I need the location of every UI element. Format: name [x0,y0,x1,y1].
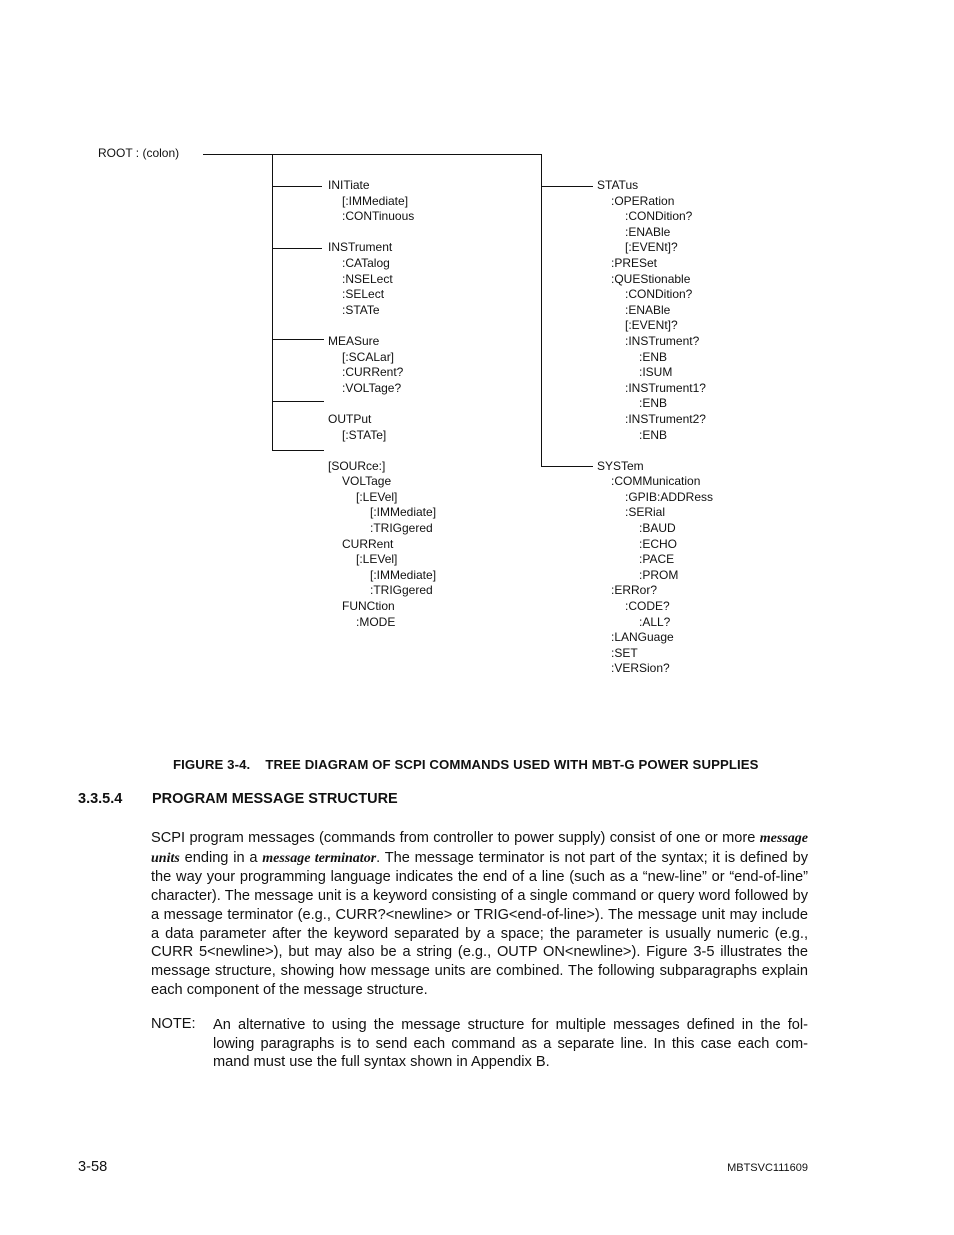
tree-command-node [597,443,713,459]
tree-command-node [328,318,436,334]
tree-command-node: [:IMMediate] [370,567,437,582]
tree-command-node: STATus [597,178,639,192]
tree-command-node: :ENB [639,349,668,364]
tree-command-node: :ENABle [625,302,671,317]
tree-command-node: :MODE [356,614,396,629]
tree-command-node: :STATe [342,302,380,317]
para-text-2: ending in a [179,849,263,866]
page-number: 3-58 [78,1159,108,1175]
tree-command-node [328,443,436,459]
tree-command-node: :GPIB:ADDRess [625,489,714,504]
tree-command-node: VOLTage [342,474,392,489]
tree-command-node: :NSELect [342,271,393,286]
tree-command-node: :ERRor? [611,583,658,598]
para-emphasis-message-terminator: message terminator [262,850,377,866]
tree-command-node: [:LEVel] [356,552,398,567]
document-id: MBTSVC111609 [727,1162,808,1174]
tree-command-node: :ENABle [625,224,671,239]
body-paragraph [151,829,808,999]
tree-command-node: :SERial [625,505,666,520]
tree-command-node: FUNCtion [342,599,395,614]
tree-command-node: :PACE [639,552,675,567]
tree-command-node: [SOURce:] [328,458,386,473]
tree-command-node: :INSTrument1? [625,380,706,395]
tree-command-node: :ISUM [639,365,673,380]
tree-command-node: :LANGuage [611,630,674,645]
tree-command-node: :TRIGgered [370,521,433,536]
tree-command-node: :TRIGgered [370,583,433,598]
note-text: An alternative to using the message structure for multiple messages defined in the fol-lowing paragraphs is to send each command as a separate line. In this case each com-mand must use the full syntax shown in Appendix B. [213,1017,808,1071]
tree-command-node: :ECHO [639,536,678,551]
para-text-3: . The message terminator is not part of the syntax; it is defined by the way your programming language indicates the end of a line (such as a “new-line” or “end-of-line” character). The message unit is a keyword consisting of a single command or query word followed by a message terminator (e.g., CURR?<newline> or TRIG<end-of-line>). The message unit may include a data parameter after the keyword separated by a space; the parameter is usually numeric (e.g., CURR 5<newline>), but may also be a string (e.g., OUTP ON<newline>). Figure 3-5 illustrates the message structure, showing how message units are combined. The following subparagraphs explain each component of the message structure. [151,849,808,998]
tree-command-node: [:EVENt]? [625,318,678,333]
tree-command-node: :CONDition? [625,209,693,224]
tree-command-node: :ENB [639,396,668,411]
tree-command-node: :ENB [639,427,668,442]
section-number: 3.3.5.4 [78,791,123,807]
tree-command-node: :INSTrument2? [625,411,706,426]
tree-command-node: :ALL? [639,614,671,629]
tree-command-node: INITiate [328,178,370,192]
tree-command-node: [:IMMediate] [370,505,437,520]
tree-command-node: :VERSion? [611,661,670,676]
tree-command-node: OUTPut [328,411,372,426]
tree-command-node: :OPERation [611,193,675,208]
tree-command-node: :CONDition? [625,287,693,302]
tree-command-node: MEASure [328,333,380,348]
tree-command-node: :VOLTage? [342,380,402,395]
tree-command-node: INSTrument [328,240,393,255]
para-text-1: SCPI program messages (commands from controller to power supply) consist of one or more [151,830,760,846]
tree-command-node: [:EVENt]? [625,240,678,255]
tree-command-node: [:LEVel] [356,489,398,504]
para-emphasis-message-units: message units [151,831,808,866]
section-title: PROGRAM MESSAGE STRUCTURE [152,791,398,807]
tree-command-node: :CATalog [342,255,390,270]
right-command-column [597,178,713,677]
tree-command-node: :CONTinuous [342,209,415,224]
tree-command-node: :CURRent? [342,365,404,380]
left-command-column [328,178,436,630]
tree-command-node: [:IMMediate] [342,193,409,208]
tree-command-node: :INSTrument? [625,333,700,348]
tree-command-node [328,225,436,241]
tree-command-node: :PROM [639,567,679,582]
figure-caption: FIGURE 3-4. TREE DIAGRAM OF SCPI COMMANDS USED WITH MBT-G POWER SUPPLIES [173,757,759,772]
tree-command-node: SYSTem [597,458,644,473]
root-label: ROOT : (colon) [98,146,180,160]
tree-command-node: [:SCALar] [342,349,395,364]
tree-command-node: :SELect [342,287,385,302]
tree-command-node: [:STATe] [342,427,387,442]
tree-command-node: :PRESet [611,255,658,270]
tree-command-node: :SET [611,645,638,660]
tree-command-node: CURRent [342,536,394,551]
tree-command-node: :BAUD [639,521,676,536]
tree-command-node [328,396,436,412]
note-label: NOTE: [151,1016,196,1032]
tree-command-node: :CODE? [625,599,670,614]
tree-command-node: :QUEStionable [611,271,691,286]
tree-command-node: :COMMunication [611,474,701,489]
